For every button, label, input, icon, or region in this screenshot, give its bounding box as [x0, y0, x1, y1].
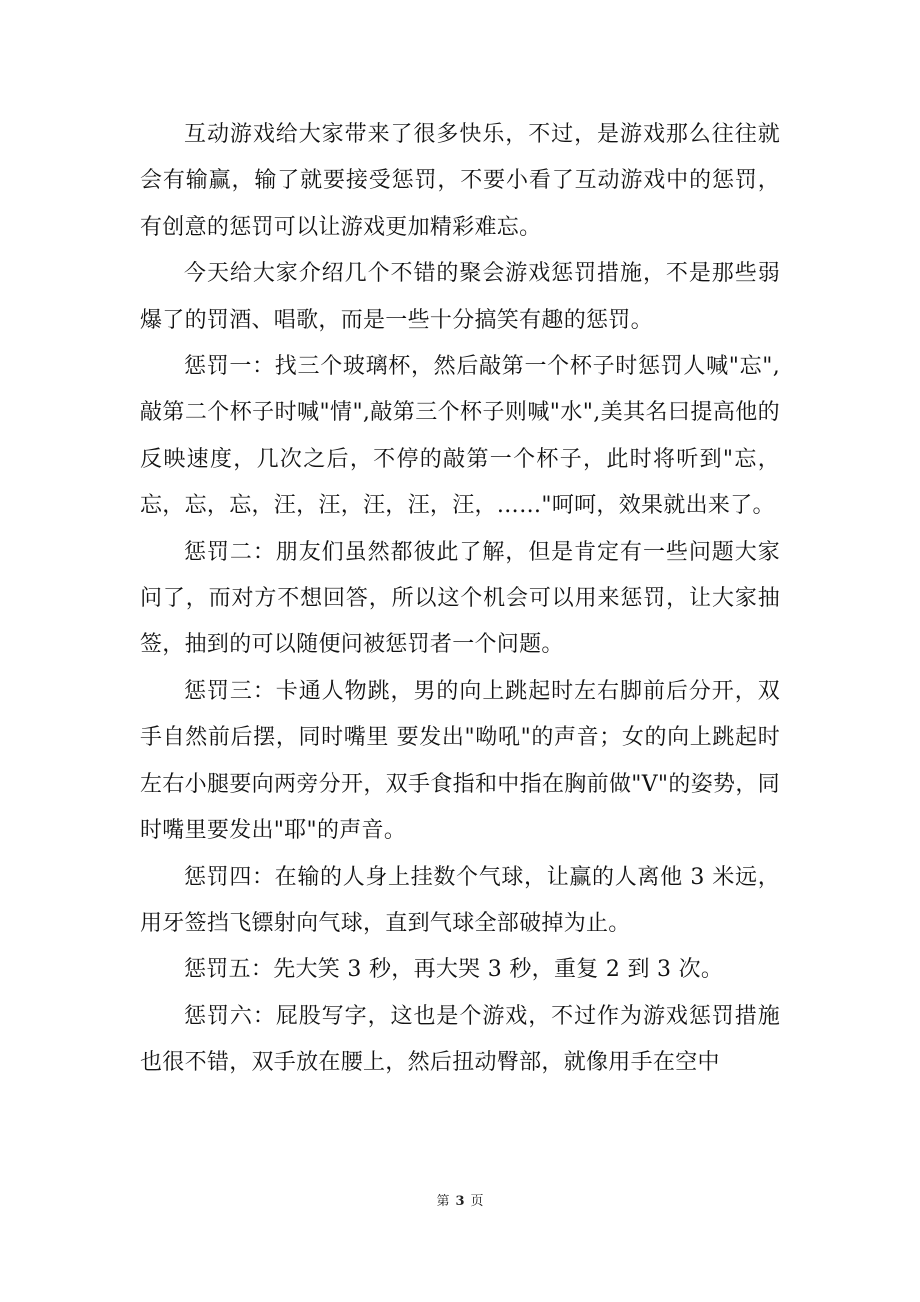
footer-suffix: 页	[470, 1194, 484, 1209]
paragraph-punishment-1: 惩罚一：找三个玻璃杯，然后敲第一个杯子时惩罚人喊"忘",敲第二个杯子时喊"情",敲第三个杯子则喊"水",美其名曰提高他的反映速度，几次之后，不停的敲第一个杯子，此时将听到"忘，忘，忘，忘，汪，汪，汪，汪，汪，……"呵呵，效果就出来了。	[140, 354, 780, 519]
page-number: 3	[455, 1194, 465, 1209]
paragraph-intro: 互动游戏给大家带来了很多快乐，不过，是游戏那么往往就会有输赢，输了就要接受惩罚，不要小看了互动游戏中的惩罚，有创意的惩罚可以让游戏更加精彩难忘。	[140, 122, 780, 240]
paragraph-overview: 今天给大家介绍几个不错的聚会游戏惩罚措施，不是那些弱爆了的罚酒、唱歌，而是一些十分搞笑有趣的惩罚。	[140, 261, 780, 333]
paragraph-punishment-4: 惩罚四：在输的人身上挂数个气球，让赢的人离他 3 米远，用牙签挡飞镖射向气球，直到气球全部破掉为止。	[140, 864, 780, 936]
footer-prefix: 第	[436, 1194, 450, 1209]
paragraph-punishment-5: 惩罚五：先大笑 3 秒，再大哭 3 秒，重复 2 到 3 次。	[184, 957, 724, 983]
paragraph-punishment-2: 惩罚二：朋友们虽然都彼此了解，但是肯定有一些问题大家问了，而对方不想回答，所以这个机会可以用来惩罚，让大家抽签，抽到的可以随便问被惩罚者一个问题。	[140, 539, 780, 658]
paragraph-punishment-6: 惩罚六：屁股写字，这也是个游戏，不过作为游戏惩罚措施也很不错，双手放在腰上，然后扭动臀部，就像用手在空中	[140, 1003, 780, 1076]
paragraph-punishment-3: 惩罚三：卡通人物跳，男的向上跳起时左右脚前后分开，双手自然前后摆，同时嘴里 要发出"呦吼"的声音；女的向上跳起时左右小腿要向两旁分开，双手食指和中指在胸前做"V"的姿势，同时嘴里要发出"耶"的声音。	[140, 678, 780, 844]
page-footer	[0, 1190, 920, 1209]
document-body	[140, 112, 780, 1087]
